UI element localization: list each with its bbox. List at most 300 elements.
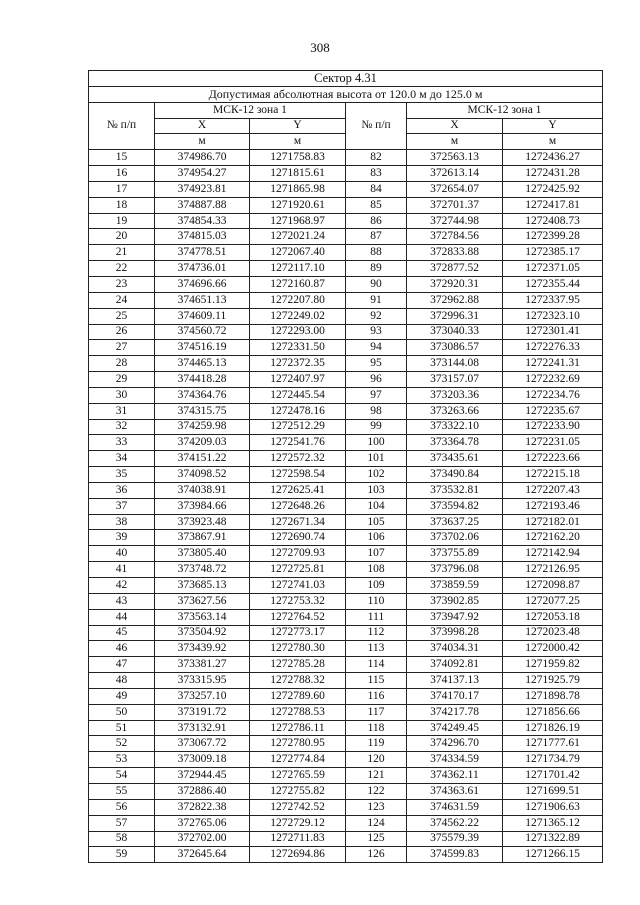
point-num-right: 93 bbox=[346, 324, 407, 340]
y-right: 1272436.27 bbox=[503, 150, 603, 166]
y-left: 1272709.93 bbox=[250, 546, 346, 562]
x-left: 372645.64 bbox=[155, 847, 250, 863]
table-row bbox=[89, 166, 603, 182]
y-left: 1272764.52 bbox=[250, 609, 346, 625]
table-row bbox=[89, 768, 603, 784]
x-left: 373984.66 bbox=[155, 498, 250, 514]
x-right: 372654.07 bbox=[407, 181, 503, 197]
x-left: 374854.33 bbox=[155, 213, 250, 229]
table-row bbox=[89, 673, 603, 689]
x-left: 372886.40 bbox=[155, 783, 250, 799]
table-row bbox=[89, 261, 603, 277]
zone-header-left: МСК-12 зона 1 bbox=[155, 102, 346, 118]
table-row bbox=[89, 324, 603, 340]
point-num-left: 15 bbox=[89, 150, 155, 166]
point-num-left: 41 bbox=[89, 562, 155, 578]
y-left: 1272774.84 bbox=[250, 752, 346, 768]
point-num-left: 16 bbox=[89, 166, 155, 182]
x-right: 373144.08 bbox=[407, 356, 503, 372]
x-right: 375579.39 bbox=[407, 831, 503, 847]
x-left: 374986.70 bbox=[155, 150, 250, 166]
x-right: 372996.31 bbox=[407, 308, 503, 324]
x-left: 373009.18 bbox=[155, 752, 250, 768]
x-right: 374137.13 bbox=[407, 673, 503, 689]
point-num-right: 92 bbox=[346, 308, 407, 324]
point-num-right: 115 bbox=[346, 673, 407, 689]
y-left: 1272690.74 bbox=[250, 530, 346, 546]
point-num-right: 101 bbox=[346, 451, 407, 467]
y-left: 1272789.60 bbox=[250, 688, 346, 704]
table-row bbox=[89, 387, 603, 403]
y-right: 1271959.82 bbox=[503, 657, 603, 673]
x-left: 374038.91 bbox=[155, 482, 250, 498]
y-right: 1272431.28 bbox=[503, 166, 603, 182]
y-right: 1271365.12 bbox=[503, 815, 603, 831]
y-left: 1271758.83 bbox=[250, 150, 346, 166]
y-left: 1272785.28 bbox=[250, 657, 346, 673]
y-right: 1271925.79 bbox=[503, 673, 603, 689]
table-row bbox=[89, 245, 603, 261]
table-row bbox=[89, 752, 603, 768]
table-row bbox=[89, 372, 603, 388]
y-right: 1272193.46 bbox=[503, 498, 603, 514]
table-row bbox=[89, 498, 603, 514]
x-right: 373796.08 bbox=[407, 562, 503, 578]
x-left: 373504.92 bbox=[155, 625, 250, 641]
point-num-right: 124 bbox=[346, 815, 407, 831]
x-right: 373490.84 bbox=[407, 467, 503, 483]
x-left: 373132.91 bbox=[155, 720, 250, 736]
table-row bbox=[89, 435, 603, 451]
x-right: 373532.81 bbox=[407, 482, 503, 498]
table-row bbox=[89, 181, 603, 197]
y-right: 1272000.42 bbox=[503, 641, 603, 657]
point-num-left: 32 bbox=[89, 419, 155, 435]
y-right: 1271701.42 bbox=[503, 768, 603, 784]
point-num-right: 82 bbox=[346, 150, 407, 166]
point-num-right: 104 bbox=[346, 498, 407, 514]
y-left: 1272293.00 bbox=[250, 324, 346, 340]
y-right: 1272233.90 bbox=[503, 419, 603, 435]
y-left: 1272160.87 bbox=[250, 276, 346, 292]
x-right: 372920.31 bbox=[407, 276, 503, 292]
table-row bbox=[89, 783, 603, 799]
point-num-left: 34 bbox=[89, 451, 155, 467]
x-right: 373322.10 bbox=[407, 419, 503, 435]
point-num-left: 28 bbox=[89, 356, 155, 372]
x-left: 372944.45 bbox=[155, 768, 250, 784]
point-num-left: 56 bbox=[89, 799, 155, 815]
point-num-left: 23 bbox=[89, 276, 155, 292]
table-row bbox=[89, 704, 603, 720]
point-num-left: 53 bbox=[89, 752, 155, 768]
table-row bbox=[89, 514, 603, 530]
table-row bbox=[89, 150, 603, 166]
y-right: 1272355.44 bbox=[503, 276, 603, 292]
y-right: 1271898.78 bbox=[503, 688, 603, 704]
y-right: 1272408.73 bbox=[503, 213, 603, 229]
point-num-right: 109 bbox=[346, 578, 407, 594]
x-right: 373702.06 bbox=[407, 530, 503, 546]
x-left: 373439.92 bbox=[155, 641, 250, 657]
x-right: 374631.59 bbox=[407, 799, 503, 815]
x-right: 372784.56 bbox=[407, 229, 503, 245]
point-num-right: 83 bbox=[346, 166, 407, 182]
point-num-left: 31 bbox=[89, 403, 155, 419]
y-right: 1272385.17 bbox=[503, 245, 603, 261]
point-num-right: 84 bbox=[346, 181, 407, 197]
x-left: 374315.75 bbox=[155, 403, 250, 419]
point-num-left: 25 bbox=[89, 308, 155, 324]
y-left: 1272786.11 bbox=[250, 720, 346, 736]
point-num-left: 48 bbox=[89, 673, 155, 689]
x-right: 373902.85 bbox=[407, 593, 503, 609]
y-right: 1272276.33 bbox=[503, 340, 603, 356]
point-num-left: 22 bbox=[89, 261, 155, 277]
y-left: 1272512.29 bbox=[250, 419, 346, 435]
point-num-right: 116 bbox=[346, 688, 407, 704]
y-right: 1272232.69 bbox=[503, 372, 603, 388]
point-num-right: 98 bbox=[346, 403, 407, 419]
x-left: 373381.27 bbox=[155, 657, 250, 673]
table-row bbox=[89, 419, 603, 435]
x-left: 373805.40 bbox=[155, 546, 250, 562]
y-right: 1272223.66 bbox=[503, 451, 603, 467]
point-num-right: 102 bbox=[346, 467, 407, 483]
table-row bbox=[89, 625, 603, 641]
x-left: 374259.98 bbox=[155, 419, 250, 435]
x-right: 373086.57 bbox=[407, 340, 503, 356]
point-num-left: 54 bbox=[89, 768, 155, 784]
x-left: 374465.13 bbox=[155, 356, 250, 372]
y-left: 1272331.50 bbox=[250, 340, 346, 356]
x-left: 373563.14 bbox=[155, 609, 250, 625]
x-right: 373263.66 bbox=[407, 403, 503, 419]
point-num-left: 57 bbox=[89, 815, 155, 831]
point-num-right: 103 bbox=[346, 482, 407, 498]
point-num-right: 97 bbox=[346, 387, 407, 403]
x-right: 374296.70 bbox=[407, 736, 503, 752]
point-num-right: 119 bbox=[346, 736, 407, 752]
x-right: 372701.37 bbox=[407, 197, 503, 213]
x-left: 374098.52 bbox=[155, 467, 250, 483]
point-num-right: 100 bbox=[346, 435, 407, 451]
point-num-left: 36 bbox=[89, 482, 155, 498]
y-right: 1272126.95 bbox=[503, 562, 603, 578]
table-row bbox=[89, 308, 603, 324]
y-left: 1272625.41 bbox=[250, 482, 346, 498]
y-left: 1272780.95 bbox=[250, 736, 346, 752]
x-right: 373594.82 bbox=[407, 498, 503, 514]
unit-y-left: м bbox=[250, 134, 346, 150]
x-left: 373191.72 bbox=[155, 704, 250, 720]
y-left: 1272765.59 bbox=[250, 768, 346, 784]
y-left: 1272773.17 bbox=[250, 625, 346, 641]
y-right: 1272234.76 bbox=[503, 387, 603, 403]
x-left: 373923.48 bbox=[155, 514, 250, 530]
table-row bbox=[89, 530, 603, 546]
x-right: 374599.83 bbox=[407, 847, 503, 863]
x-right: 373755.89 bbox=[407, 546, 503, 562]
y-left: 1272372.35 bbox=[250, 356, 346, 372]
point-num-left: 30 bbox=[89, 387, 155, 403]
point-num-left: 20 bbox=[89, 229, 155, 245]
x-right: 374170.17 bbox=[407, 688, 503, 704]
point-num-left: 37 bbox=[89, 498, 155, 514]
num-header-left: № п/п bbox=[89, 102, 155, 150]
table-row bbox=[89, 546, 603, 562]
point-num-right: 118 bbox=[346, 720, 407, 736]
x-left: 372765.06 bbox=[155, 815, 250, 831]
table-row bbox=[89, 482, 603, 498]
y-left: 1271815.61 bbox=[250, 166, 346, 182]
point-num-right: 87 bbox=[346, 229, 407, 245]
point-num-left: 39 bbox=[89, 530, 155, 546]
x-right: 374562.22 bbox=[407, 815, 503, 831]
point-num-left: 17 bbox=[89, 181, 155, 197]
table-row bbox=[89, 641, 603, 657]
x-right: 374217.78 bbox=[407, 704, 503, 720]
x-right: 373947.92 bbox=[407, 609, 503, 625]
table-row bbox=[89, 609, 603, 625]
y-left: 1272572.32 bbox=[250, 451, 346, 467]
x-right: 373998.28 bbox=[407, 625, 503, 641]
x-right: 373157.07 bbox=[407, 372, 503, 388]
y-right: 1271699.51 bbox=[503, 783, 603, 799]
y-left: 1272541.76 bbox=[250, 435, 346, 451]
x-left: 374516.19 bbox=[155, 340, 250, 356]
y-left: 1272711.83 bbox=[250, 831, 346, 847]
y-right: 1272371.05 bbox=[503, 261, 603, 277]
point-num-right: 106 bbox=[346, 530, 407, 546]
point-num-right: 110 bbox=[346, 593, 407, 609]
point-num-right: 123 bbox=[346, 799, 407, 815]
x-header-right: X bbox=[407, 118, 503, 134]
x-left: 374418.28 bbox=[155, 372, 250, 388]
point-num-left: 51 bbox=[89, 720, 155, 736]
x-left: 373257.10 bbox=[155, 688, 250, 704]
altitude-subtitle: Допустимая абсолютная высота от 120.0 м до 125.0 м bbox=[89, 86, 603, 102]
y-right: 1271856.66 bbox=[503, 704, 603, 720]
x-right: 374363.61 bbox=[407, 783, 503, 799]
table-row bbox=[89, 229, 603, 245]
table-row bbox=[89, 799, 603, 815]
x-left: 373627.56 bbox=[155, 593, 250, 609]
y-left: 1271920.61 bbox=[250, 197, 346, 213]
y-right: 1272077.25 bbox=[503, 593, 603, 609]
point-num-left: 29 bbox=[89, 372, 155, 388]
point-num-left: 33 bbox=[89, 435, 155, 451]
y-left: 1272729.12 bbox=[250, 815, 346, 831]
point-num-left: 18 bbox=[89, 197, 155, 213]
x-right: 373435.61 bbox=[407, 451, 503, 467]
point-num-left: 50 bbox=[89, 704, 155, 720]
point-num-right: 85 bbox=[346, 197, 407, 213]
point-num-right: 111 bbox=[346, 609, 407, 625]
x-left: 374887.88 bbox=[155, 197, 250, 213]
point-num-left: 59 bbox=[89, 847, 155, 863]
table-row bbox=[89, 720, 603, 736]
x-left: 373867.91 bbox=[155, 530, 250, 546]
unit-x-right: м bbox=[407, 134, 503, 150]
y-right: 1271777.61 bbox=[503, 736, 603, 752]
num-header-right: № п/п bbox=[346, 102, 407, 150]
point-num-right: 90 bbox=[346, 276, 407, 292]
y-left: 1272780.30 bbox=[250, 641, 346, 657]
unit-y-right: м bbox=[503, 134, 603, 150]
point-num-left: 44 bbox=[89, 609, 155, 625]
table-row bbox=[89, 736, 603, 752]
x-left: 374364.76 bbox=[155, 387, 250, 403]
point-num-left: 21 bbox=[89, 245, 155, 261]
point-num-right: 99 bbox=[346, 419, 407, 435]
y-left: 1271865.98 bbox=[250, 181, 346, 197]
x-left: 373748.72 bbox=[155, 562, 250, 578]
point-num-right: 95 bbox=[346, 356, 407, 372]
y-right: 1272207.43 bbox=[503, 482, 603, 498]
x-right: 372877.52 bbox=[407, 261, 503, 277]
point-num-right: 112 bbox=[346, 625, 407, 641]
y-right: 1272235.67 bbox=[503, 403, 603, 419]
point-num-right: 89 bbox=[346, 261, 407, 277]
y-left: 1272249.02 bbox=[250, 308, 346, 324]
y-left: 1272598.54 bbox=[250, 467, 346, 483]
point-num-left: 45 bbox=[89, 625, 155, 641]
point-num-right: 105 bbox=[346, 514, 407, 530]
point-num-left: 58 bbox=[89, 831, 155, 847]
y-right: 1271266.15 bbox=[503, 847, 603, 863]
coordinates-table bbox=[88, 70, 603, 863]
point-num-right: 126 bbox=[346, 847, 407, 863]
point-num-right: 88 bbox=[346, 245, 407, 261]
y-right: 1272241.31 bbox=[503, 356, 603, 372]
table-row bbox=[89, 340, 603, 356]
y-left: 1272725.81 bbox=[250, 562, 346, 578]
point-num-left: 35 bbox=[89, 467, 155, 483]
x-right: 373859.59 bbox=[407, 578, 503, 594]
y-right: 1272231.05 bbox=[503, 435, 603, 451]
sector-title: Сектор 4.31 bbox=[89, 71, 603, 87]
y-left: 1272117.10 bbox=[250, 261, 346, 277]
y-left: 1272478.16 bbox=[250, 403, 346, 419]
y-left: 1271968.97 bbox=[250, 213, 346, 229]
x-left: 374778.51 bbox=[155, 245, 250, 261]
x-right: 372613.14 bbox=[407, 166, 503, 182]
point-num-left: 47 bbox=[89, 657, 155, 673]
y-left: 1272788.32 bbox=[250, 673, 346, 689]
zone-header-right: МСК-12 зона 1 bbox=[407, 102, 603, 118]
x-left: 373315.95 bbox=[155, 673, 250, 689]
point-num-left: 46 bbox=[89, 641, 155, 657]
x-left: 374815.03 bbox=[155, 229, 250, 245]
table-row bbox=[89, 276, 603, 292]
x-right: 374249.45 bbox=[407, 720, 503, 736]
page-number: 308 bbox=[310, 40, 330, 55]
x-left: 374560.72 bbox=[155, 324, 250, 340]
table-row bbox=[89, 467, 603, 483]
point-num-right: 117 bbox=[346, 704, 407, 720]
table-row bbox=[89, 847, 603, 863]
y-header-left: Y bbox=[250, 118, 346, 134]
table-row bbox=[89, 578, 603, 594]
y-left: 1272671.34 bbox=[250, 514, 346, 530]
x-left: 374609.11 bbox=[155, 308, 250, 324]
x-right: 372563.13 bbox=[407, 150, 503, 166]
y-left: 1272207.80 bbox=[250, 292, 346, 308]
y-right: 1272301.41 bbox=[503, 324, 603, 340]
y-left: 1272742.52 bbox=[250, 799, 346, 815]
x-left: 374736.01 bbox=[155, 261, 250, 277]
table-row bbox=[89, 815, 603, 831]
unit-x-left: м bbox=[155, 134, 250, 150]
y-left: 1272445.54 bbox=[250, 387, 346, 403]
y-right: 1271826.19 bbox=[503, 720, 603, 736]
point-num-right: 96 bbox=[346, 372, 407, 388]
table-row bbox=[89, 657, 603, 673]
point-num-right: 86 bbox=[346, 213, 407, 229]
point-num-right: 125 bbox=[346, 831, 407, 847]
table-row bbox=[89, 292, 603, 308]
table-row bbox=[89, 197, 603, 213]
y-right: 1272215.18 bbox=[503, 467, 603, 483]
point-num-right: 120 bbox=[346, 752, 407, 768]
point-num-right: 122 bbox=[346, 783, 407, 799]
y-left: 1272755.82 bbox=[250, 783, 346, 799]
x-right: 374034.31 bbox=[407, 641, 503, 657]
point-num-left: 38 bbox=[89, 514, 155, 530]
y-right: 1272023.48 bbox=[503, 625, 603, 641]
point-num-right: 91 bbox=[346, 292, 407, 308]
y-left: 1272407.97 bbox=[250, 372, 346, 388]
point-num-left: 49 bbox=[89, 688, 155, 704]
x-left: 374651.13 bbox=[155, 292, 250, 308]
point-num-left: 43 bbox=[89, 593, 155, 609]
y-right: 1272098.87 bbox=[503, 578, 603, 594]
y-left: 1272788.53 bbox=[250, 704, 346, 720]
y-left: 1272694.86 bbox=[250, 847, 346, 863]
point-num-right: 121 bbox=[346, 768, 407, 784]
y-right: 1272162.20 bbox=[503, 530, 603, 546]
point-num-right: 113 bbox=[346, 641, 407, 657]
point-num-left: 52 bbox=[89, 736, 155, 752]
point-num-left: 40 bbox=[89, 546, 155, 562]
y-left: 1272067.40 bbox=[250, 245, 346, 261]
x-left: 374923.81 bbox=[155, 181, 250, 197]
y-left: 1272648.26 bbox=[250, 498, 346, 514]
y-left: 1272753.32 bbox=[250, 593, 346, 609]
point-num-right: 107 bbox=[346, 546, 407, 562]
point-num-left: 27 bbox=[89, 340, 155, 356]
point-num-left: 42 bbox=[89, 578, 155, 594]
x-right: 373637.25 bbox=[407, 514, 503, 530]
table-row bbox=[89, 213, 603, 229]
point-num-right: 94 bbox=[346, 340, 407, 356]
y-right: 1272425.92 bbox=[503, 181, 603, 197]
point-num-left: 55 bbox=[89, 783, 155, 799]
x-right: 372962.88 bbox=[407, 292, 503, 308]
table-row bbox=[89, 403, 603, 419]
point-num-left: 19 bbox=[89, 213, 155, 229]
x-left: 374954.27 bbox=[155, 166, 250, 182]
y-right: 1272182.01 bbox=[503, 514, 603, 530]
y-right: 1272399.28 bbox=[503, 229, 603, 245]
x-left: 374696.66 bbox=[155, 276, 250, 292]
x-left: 373067.72 bbox=[155, 736, 250, 752]
point-num-right: 114 bbox=[346, 657, 407, 673]
x-right: 374092.81 bbox=[407, 657, 503, 673]
x-right: 372744.98 bbox=[407, 213, 503, 229]
point-num-left: 24 bbox=[89, 292, 155, 308]
